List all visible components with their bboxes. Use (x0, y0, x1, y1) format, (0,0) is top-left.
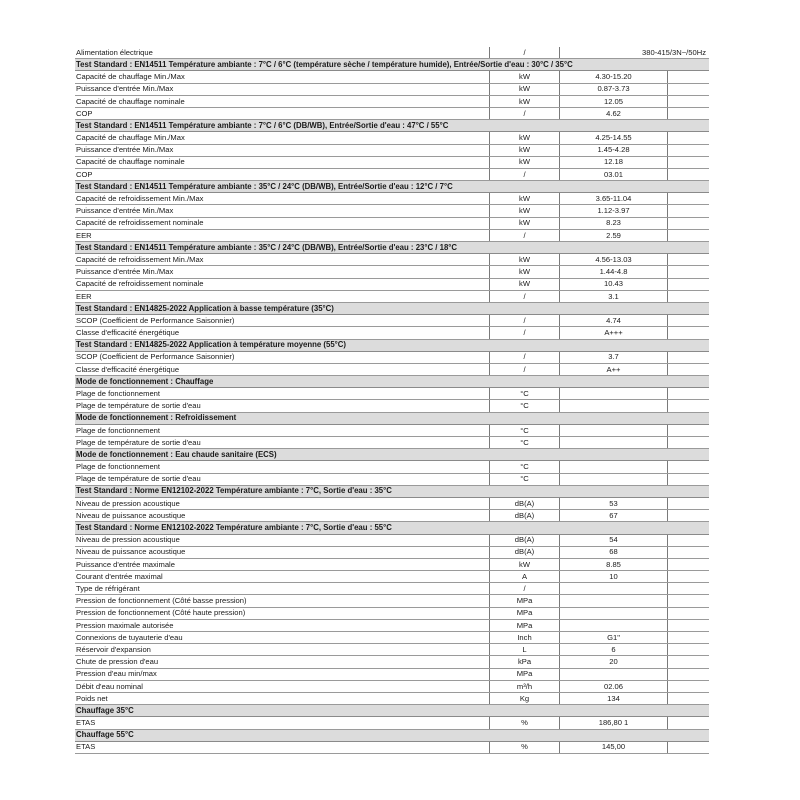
spec-table-body (75, 47, 709, 753)
spec-unit: MPa (489, 607, 559, 619)
spec-row (75, 437, 709, 449)
section-header (75, 376, 709, 388)
spec-label: Capacité de chauffage nominale (75, 156, 489, 168)
spec-unit: kW (489, 95, 559, 107)
spec-extra-cell (667, 400, 709, 412)
spec-label: Plage de température de sortie d'eau (75, 400, 489, 412)
spec-label: Niveau de pression acoustique (75, 497, 489, 509)
spec-label: Débit d'eau nominal (75, 680, 489, 692)
spec-extra-cell (667, 497, 709, 509)
spec-extra-cell (667, 193, 709, 205)
section-header (75, 729, 709, 741)
section-header (75, 449, 709, 461)
spec-unit: kW (489, 132, 559, 144)
spec-unit: °C (489, 424, 559, 436)
spec-value (559, 619, 667, 631)
spec-value: 0.87-3.73 (559, 83, 667, 95)
section-title: Mode de fonctionnement : Chauffage (75, 376, 709, 388)
spec-label: Niveau de puissance acoustique (75, 546, 489, 558)
spec-unit: dB(A) (489, 510, 559, 522)
spec-value: A+++ (559, 327, 667, 339)
spec-label: Pression d'eau min/max (75, 668, 489, 680)
section-header (75, 705, 709, 717)
section-title: Test Standard : EN14825-2022 Application à température moyenne (55°C) (75, 339, 709, 351)
spec-label: COP (75, 107, 489, 119)
spec-row (75, 132, 709, 144)
spec-extra-cell (667, 217, 709, 229)
spec-sheet (75, 47, 709, 754)
section-title: Chauffage 35°C (75, 705, 709, 717)
spec-extra-cell (667, 583, 709, 595)
spec-label: Plage de température de sortie d'eau (75, 473, 489, 485)
spec-unit: kW (489, 193, 559, 205)
spec-value: 4.62 (559, 107, 667, 119)
spec-unit: dB(A) (489, 497, 559, 509)
section-header (75, 485, 709, 497)
spec-unit: MPa (489, 619, 559, 631)
spec-unit: MPa (489, 668, 559, 680)
spec-unit: L (489, 644, 559, 656)
spec-label: Capacité de chauffage nominale (75, 95, 489, 107)
section-header (75, 120, 709, 132)
spec-label: Plage de fonctionnement (75, 388, 489, 400)
spec-extra-cell (667, 327, 709, 339)
spec-value (559, 583, 667, 595)
spec-unit: / (489, 363, 559, 375)
spec-row (75, 510, 709, 522)
spec-row (75, 388, 709, 400)
spec-row (75, 71, 709, 83)
spec-row (75, 400, 709, 412)
spec-row (75, 497, 709, 509)
spec-row (75, 83, 709, 95)
spec-extra-cell (667, 717, 709, 729)
section-title: Chauffage 55°C (75, 729, 709, 741)
spec-label: Pression de fonctionnement (Côté basse pression) (75, 595, 489, 607)
spec-label: SCOP (Coefficient de Performance Saisonnier) (75, 351, 489, 363)
spec-row (75, 424, 709, 436)
spec-row (75, 546, 709, 558)
spec-value: 53 (559, 497, 667, 509)
spec-extra-cell (667, 278, 709, 290)
spec-unit: kW (489, 266, 559, 278)
spec-value: 145,00 (559, 741, 667, 753)
spec-row (75, 107, 709, 119)
spec-unit: / (489, 315, 559, 327)
spec-extra-cell (667, 71, 709, 83)
spec-label: Plage de fonctionnement (75, 461, 489, 473)
spec-extra-cell (667, 680, 709, 692)
spec-unit: kPa (489, 656, 559, 668)
spec-unit: kW (489, 558, 559, 570)
spec-unit: / (489, 583, 559, 595)
spec-table (75, 47, 709, 754)
spec-row (75, 583, 709, 595)
section-title: Test Standard : EN14511 Température ambiante : 35°C / 24°C (DB/WB), Entrée/Sortie d'eau : 12°C / 7°C (75, 181, 709, 193)
spec-label: Puissance d'entrée Min./Max (75, 205, 489, 217)
spec-value: 68 (559, 546, 667, 558)
spec-unit: kW (489, 144, 559, 156)
spec-extra-cell (667, 107, 709, 119)
spec-value: 1.45-4.28 (559, 144, 667, 156)
spec-row (75, 47, 709, 59)
spec-extra-cell (667, 558, 709, 570)
spec-value: 4.30-15.20 (559, 71, 667, 83)
spec-label: Pression de fonctionnement (Côté haute pression) (75, 607, 489, 619)
spec-value (559, 668, 667, 680)
spec-extra-cell (667, 473, 709, 485)
spec-extra-cell (667, 692, 709, 704)
spec-unit: / (489, 47, 559, 59)
spec-extra-cell (667, 510, 709, 522)
section-title: Test Standard : EN14511 Température ambiante : 35°C / 24°C (DB/WB), Entrée/Sortie d'eau : 23°C / 18°C (75, 242, 709, 254)
spec-extra-cell (667, 290, 709, 302)
spec-value: 4.74 (559, 315, 667, 327)
spec-label: Capacité de refroidissement Min./Max (75, 193, 489, 205)
spec-label: Niveau de pression acoustique (75, 534, 489, 546)
spec-row (75, 229, 709, 241)
spec-unit: °C (489, 437, 559, 449)
spec-label: Puissance d'entrée Min./Max (75, 266, 489, 278)
spec-row (75, 473, 709, 485)
spec-extra-cell (667, 156, 709, 168)
spec-label: Capacité de chauffage Min./Max (75, 132, 489, 144)
spec-label: COP (75, 168, 489, 180)
spec-value (559, 400, 667, 412)
section-header (75, 339, 709, 351)
spec-label: Puissance d'entrée maximale (75, 558, 489, 570)
spec-label: Réservoir d'expansion (75, 644, 489, 656)
spec-unit: dB(A) (489, 534, 559, 546)
section-title: Test Standard : EN14825-2022 Application à basse température (35°C) (75, 302, 709, 314)
spec-row (75, 668, 709, 680)
spec-value (559, 461, 667, 473)
spec-label: SCOP (Coefficient de Performance Saisonnier) (75, 315, 489, 327)
spec-value (559, 607, 667, 619)
spec-extra-cell (667, 315, 709, 327)
spec-extra-cell (667, 534, 709, 546)
spec-label: Classe d'efficacité énergétique (75, 327, 489, 339)
spec-row (75, 619, 709, 631)
spec-value: 54 (559, 534, 667, 546)
spec-row (75, 571, 709, 583)
spec-value: 134 (559, 692, 667, 704)
spec-label: Puissance d'entrée Min./Max (75, 83, 489, 95)
spec-unit: / (489, 107, 559, 119)
spec-value (559, 437, 667, 449)
spec-unit: MPa (489, 595, 559, 607)
section-header (75, 522, 709, 534)
spec-unit: m³/h (489, 680, 559, 692)
spec-unit: kW (489, 83, 559, 95)
spec-label: EER (75, 290, 489, 302)
spec-extra-cell (667, 461, 709, 473)
spec-row (75, 717, 709, 729)
spec-value: 20 (559, 656, 667, 668)
section-header (75, 59, 709, 71)
section-header (75, 181, 709, 193)
spec-value: 3.65-11.04 (559, 193, 667, 205)
spec-value: 10.43 (559, 278, 667, 290)
spec-value: 02.06 (559, 680, 667, 692)
spec-label: Plage de fonctionnement (75, 424, 489, 436)
section-header (75, 302, 709, 314)
spec-unit: kW (489, 71, 559, 83)
spec-row (75, 168, 709, 180)
spec-label: ETAS (75, 717, 489, 729)
spec-extra-cell (667, 363, 709, 375)
spec-label: Courant d'entrée maximal (75, 571, 489, 583)
spec-label: Poids net (75, 692, 489, 704)
spec-extra-cell (667, 424, 709, 436)
spec-label: Capacité de refroidissement nominale (75, 278, 489, 290)
spec-row (75, 205, 709, 217)
section-header (75, 242, 709, 254)
spec-value: 1.44-4.8 (559, 266, 667, 278)
spec-extra-cell (667, 632, 709, 644)
spec-row (75, 95, 709, 107)
spec-row (75, 644, 709, 656)
spec-value: 10 (559, 571, 667, 583)
spec-unit: % (489, 741, 559, 753)
spec-unit: °C (489, 461, 559, 473)
section-title: Mode de fonctionnement : Eau chaude sanitaire (ECS) (75, 449, 709, 461)
section-title: Test Standard : EN14511 Température ambiante : 7°C / 6°C (DB/WB), Entrée/Sortie d'eau : 47°C / 55°C (75, 120, 709, 132)
spec-label: Classe d'efficacité énergétique (75, 363, 489, 375)
spec-label: Plage de température de sortie d'eau (75, 437, 489, 449)
spec-extra-cell (667, 619, 709, 631)
spec-row (75, 656, 709, 668)
spec-extra-cell (667, 546, 709, 558)
spec-label: ETAS (75, 741, 489, 753)
spec-unit: kW (489, 156, 559, 168)
spec-value (559, 388, 667, 400)
spec-row (75, 680, 709, 692)
spec-extra-cell (667, 741, 709, 753)
spec-extra-cell (667, 132, 709, 144)
spec-row (75, 363, 709, 375)
section-title: Test Standard : Norme EN12102-2022 Température ambiante : 7°C, Sortie d'eau : 55°C (75, 522, 709, 534)
spec-extra-cell (667, 656, 709, 668)
spec-label: Niveau de puissance acoustique (75, 510, 489, 522)
spec-value: 2.59 (559, 229, 667, 241)
spec-extra-cell (667, 388, 709, 400)
spec-unit: A (489, 571, 559, 583)
spec-value: 8.85 (559, 558, 667, 570)
spec-unit: °C (489, 388, 559, 400)
spec-row (75, 156, 709, 168)
spec-label: EER (75, 229, 489, 241)
spec-value: 67 (559, 510, 667, 522)
spec-value: 1.12-3.97 (559, 205, 667, 217)
spec-row (75, 607, 709, 619)
spec-row (75, 741, 709, 753)
spec-row (75, 632, 709, 644)
spec-extra-cell (667, 95, 709, 107)
spec-value: 3.1 (559, 290, 667, 302)
spec-value: A++ (559, 363, 667, 375)
spec-unit: Kg (489, 692, 559, 704)
section-title: Test Standard : EN14511 Température ambiante : 7°C / 6°C (température sèche / température humide), Entrée/Sortie d'eau : 30°C / 35°C (75, 59, 709, 71)
spec-extra-cell (667, 595, 709, 607)
spec-value: 6 (559, 644, 667, 656)
spec-unit: / (489, 327, 559, 339)
spec-value: 4.25-14.55 (559, 132, 667, 144)
section-title: Test Standard : Norme EN12102-2022 Température ambiante : 7°C, Sortie d'eau : 35°C (75, 485, 709, 497)
spec-value: 12.05 (559, 95, 667, 107)
spec-extra-cell (667, 229, 709, 241)
spec-row (75, 351, 709, 363)
spec-row (75, 254, 709, 266)
spec-value: 03.01 (559, 168, 667, 180)
spec-extra-cell (667, 437, 709, 449)
spec-row (75, 692, 709, 704)
spec-label: Capacité de refroidissement nominale (75, 217, 489, 229)
spec-label: Capacité de chauffage Min./Max (75, 71, 489, 83)
spec-value (559, 424, 667, 436)
spec-value: 3.7 (559, 351, 667, 363)
spec-value (559, 595, 667, 607)
spec-row (75, 193, 709, 205)
spec-unit: % (489, 717, 559, 729)
spec-unit: Inch (489, 632, 559, 644)
spec-value: 4.56-13.03 (559, 254, 667, 266)
spec-extra-cell (667, 644, 709, 656)
spec-unit: °C (489, 473, 559, 485)
spec-label: Capacité de refroidissement Min./Max (75, 254, 489, 266)
spec-extra-cell (667, 607, 709, 619)
spec-unit: °C (489, 400, 559, 412)
spec-unit: dB(A) (489, 546, 559, 558)
spec-row (75, 558, 709, 570)
spec-extra-cell (667, 571, 709, 583)
section-title: Mode de fonctionnement : Refroidissement (75, 412, 709, 424)
spec-row (75, 534, 709, 546)
spec-extra-cell (667, 254, 709, 266)
spec-row (75, 315, 709, 327)
section-header (75, 412, 709, 424)
spec-row (75, 266, 709, 278)
spec-row (75, 327, 709, 339)
spec-row (75, 217, 709, 229)
spec-unit: / (489, 290, 559, 302)
spec-extra-cell (667, 205, 709, 217)
spec-value: 12.18 (559, 156, 667, 168)
spec-label: Alimentation électrique (75, 47, 489, 59)
spec-extra-cell (667, 668, 709, 680)
spec-label: Chute de pression d'eau (75, 656, 489, 668)
spec-value (559, 473, 667, 485)
spec-label: Connexions de tuyauterie d'eau (75, 632, 489, 644)
spec-row (75, 290, 709, 302)
spec-value: 8.23 (559, 217, 667, 229)
spec-row (75, 278, 709, 290)
spec-unit: kW (489, 205, 559, 217)
spec-extra-cell (667, 83, 709, 95)
spec-unit: / (489, 351, 559, 363)
spec-row (75, 461, 709, 473)
spec-extra-cell (667, 351, 709, 363)
spec-value: G1" (559, 632, 667, 644)
spec-label: Type de réfrigérant (75, 583, 489, 595)
spec-value: 380-415/3N~/50Hz (559, 47, 709, 59)
spec-row (75, 144, 709, 156)
spec-label: Puissance d'entrée Min./Max (75, 144, 489, 156)
spec-unit: kW (489, 217, 559, 229)
spec-unit: kW (489, 254, 559, 266)
spec-value: 186,80 1 (559, 717, 667, 729)
spec-label: Pression maximale autorisée (75, 619, 489, 631)
spec-unit: / (489, 168, 559, 180)
spec-extra-cell (667, 144, 709, 156)
spec-unit: / (489, 229, 559, 241)
spec-extra-cell (667, 266, 709, 278)
spec-extra-cell (667, 168, 709, 180)
spec-unit: kW (489, 278, 559, 290)
spec-row (75, 595, 709, 607)
